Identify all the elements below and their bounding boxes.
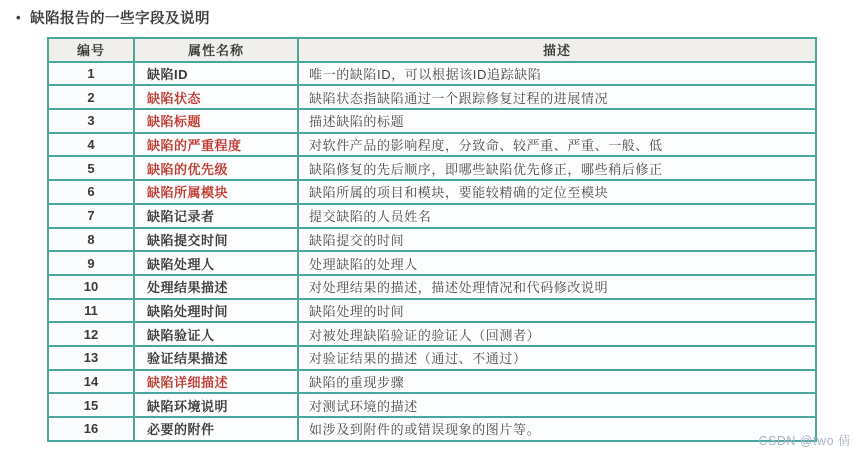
table-row [48, 156, 816, 180]
cell-description: 处理缺陷的处理人 [298, 251, 816, 275]
cell-description: 对测试环境的描述 [298, 393, 816, 417]
cell-attribute-name: 缺陷验证人 [134, 322, 298, 346]
cell-row-number: 12 [48, 322, 134, 346]
cell-row-number: 15 [48, 393, 134, 417]
table-row [48, 180, 816, 204]
page-title [16, 7, 210, 28]
table-body [48, 62, 816, 441]
cell-attribute-name: 处理结果描述 [134, 275, 298, 299]
cell-row-number: 9 [48, 251, 134, 275]
cell-row-number: 2 [48, 85, 134, 109]
cell-row-number: 5 [48, 156, 134, 180]
cell-row-number: 6 [48, 180, 134, 204]
table-header [48, 38, 816, 62]
cell-attribute-name: 缺陷处理时间 [134, 299, 298, 323]
cell-row-number: 10 [48, 275, 134, 299]
table-row [48, 299, 816, 323]
cell-attribute-name: 缺陷所属模块 [134, 180, 298, 204]
table-row [48, 109, 816, 133]
cell-description: 缺陷的重现步骤 [298, 370, 816, 394]
table-row [48, 251, 816, 275]
csdn-watermark: CSDN @two 倩 [758, 434, 851, 448]
cell-attribute-name: 缺陷记录者 [134, 204, 298, 228]
cell-attribute-name: 缺陷处理人 [134, 251, 298, 275]
table-row [48, 85, 816, 109]
cell-row-number: 3 [48, 109, 134, 133]
table-row [48, 228, 816, 252]
cell-attribute-name: 验证结果描述 [134, 346, 298, 370]
cell-attribute-name: 缺陷环境说明 [134, 393, 298, 417]
table-row [48, 417, 816, 441]
header-row [48, 38, 816, 62]
cell-description: 唯一的缺陷ID，可以根据该ID追踪缺陷 [298, 62, 816, 86]
cell-row-number: 4 [48, 133, 134, 157]
cell-description: 对验证结果的描述（通过、不通过） [298, 346, 816, 370]
cell-row-number: 11 [48, 299, 134, 323]
table-row [48, 62, 816, 86]
cell-description: 对软件产品的影响程度，分致命、较严重、严重、一般、低 [298, 133, 816, 157]
table-row [48, 275, 816, 299]
cell-attribute-name: 缺陷ID [134, 62, 298, 86]
cell-description: 提交缺陷的人员姓名 [298, 204, 816, 228]
header-attribute-name: 属性名称 [134, 38, 298, 62]
page-title-text: 缺陷报告的一些字段及说明 [30, 11, 211, 27]
cell-row-number: 16 [48, 417, 134, 441]
cell-row-number: 8 [48, 228, 134, 252]
table-row [48, 322, 816, 346]
cell-attribute-name: 缺陷的严重程度 [134, 133, 298, 157]
table-row [48, 393, 816, 417]
cell-attribute-name: 缺陷的优先级 [134, 156, 298, 180]
cell-attribute-name: 必要的附件 [134, 417, 298, 441]
cell-description: 对处理结果的描述，描述处理情况和代码修改说明 [298, 275, 816, 299]
cell-description: 缺陷处理的时间 [298, 299, 816, 323]
cell-attribute-name: 缺陷标题 [134, 109, 298, 133]
defect-fields-table [47, 37, 817, 442]
table-row [48, 346, 816, 370]
cell-row-number: 7 [48, 204, 134, 228]
cell-row-number: 1 [48, 62, 134, 86]
cell-description: 缺陷提交的时间 [298, 228, 816, 252]
cell-description: 描述缺陷的标题 [298, 109, 816, 133]
cell-attribute-name: 缺陷详细描述 [134, 370, 298, 394]
cell-attribute-name: 缺陷状态 [134, 85, 298, 109]
table-row [48, 204, 816, 228]
table-row [48, 370, 816, 394]
cell-row-number: 13 [48, 346, 134, 370]
cell-description: 缺陷所属的项目和模块，要能较精确的定位至模块 [298, 180, 816, 204]
cell-attribute-name: 缺陷提交时间 [134, 228, 298, 252]
table-row [48, 133, 816, 157]
bullet-icon: • [16, 10, 22, 25]
cell-description: 如涉及到附件的或错误现象的图片等。 [298, 417, 816, 441]
cell-description: 对被处理缺陷验证的验证人（回测者） [298, 322, 816, 346]
cell-description: 缺陷状态指缺陷通过一个跟踪修复过程的进展情况 [298, 85, 816, 109]
header-id: 编号 [48, 38, 134, 62]
header-description: 描述 [298, 38, 816, 62]
cell-description: 缺陷修复的先后顺序，即哪些缺陷优先修正，哪些稍后修正 [298, 156, 816, 180]
cell-row-number: 14 [48, 370, 134, 394]
